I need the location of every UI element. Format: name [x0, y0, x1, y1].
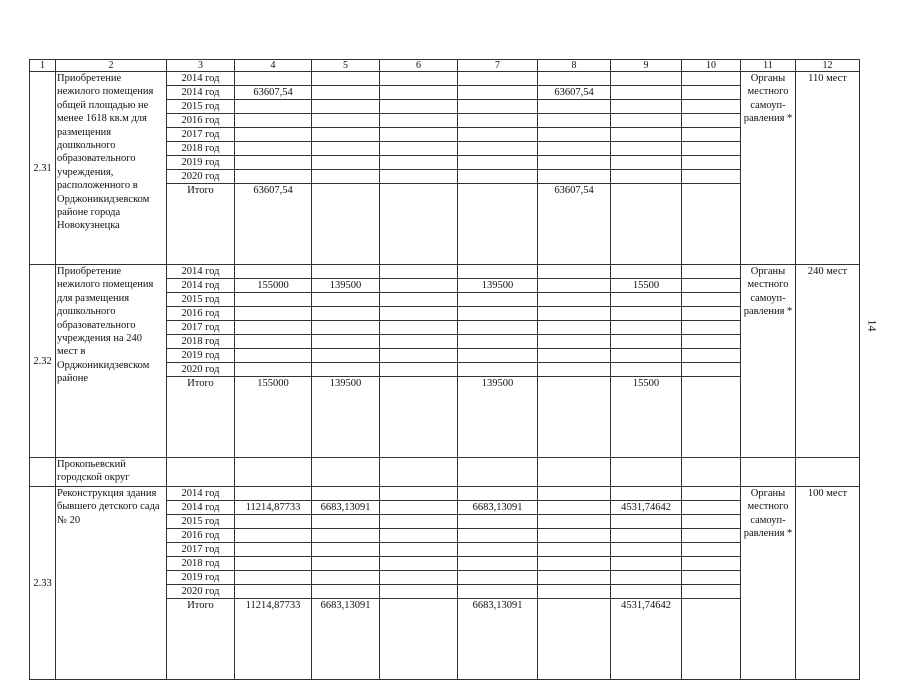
- value-cell: [611, 515, 682, 529]
- value-cell: [611, 349, 682, 363]
- year-cell: 2015 год: [167, 515, 235, 529]
- value-cell: [380, 501, 458, 515]
- value-cell: [458, 72, 538, 86]
- district-row: [30, 458, 860, 487]
- value-cell: [682, 142, 741, 156]
- value-cell: [458, 529, 538, 543]
- col-header: 3: [167, 60, 235, 72]
- value-cell: [312, 142, 380, 156]
- value-cell: [235, 321, 312, 335]
- value-cell: [682, 279, 741, 293]
- total-value: [682, 377, 741, 458]
- year-cell: 2014 год: [167, 487, 235, 501]
- value-cell: [538, 543, 611, 557]
- value-cell: [312, 156, 380, 170]
- empty-cell: [380, 458, 458, 487]
- year-cell: 2016 год: [167, 307, 235, 321]
- header-row: [30, 60, 860, 72]
- empty-cell: [235, 458, 312, 487]
- value-cell: [682, 293, 741, 307]
- value-cell: [682, 156, 741, 170]
- value-cell: [682, 501, 741, 515]
- value-cell: [312, 72, 380, 86]
- value-cell: [312, 571, 380, 585]
- value-cell: 139500: [458, 279, 538, 293]
- total-value: 6683,13091: [312, 599, 380, 680]
- value-cell: [235, 363, 312, 377]
- value-cell: [380, 321, 458, 335]
- empty-cell: [167, 458, 235, 487]
- total-value: [538, 377, 611, 458]
- year-row: [30, 265, 860, 279]
- value-cell: [458, 114, 538, 128]
- value-cell: [235, 72, 312, 86]
- year-cell: 2017 год: [167, 321, 235, 335]
- item-name: Приобретение нежилого помещения общей площадью не менее 1618 кв.м для размещения дошкольного образовательного учреждения, расположенного в Орджоникидзевском районе города Новокузнецка: [56, 72, 167, 265]
- year-cell: 2020 год: [167, 585, 235, 599]
- value-cell: [380, 72, 458, 86]
- value-cell: [458, 321, 538, 335]
- value-cell: [235, 170, 312, 184]
- value-cell: [682, 515, 741, 529]
- value-cell: [682, 170, 741, 184]
- capacity-cell: 100 мест: [796, 487, 860, 680]
- value-cell: [538, 585, 611, 599]
- value-cell: [682, 265, 741, 279]
- value-cell: [235, 487, 312, 501]
- year-row: [30, 487, 860, 501]
- total-label: Итого: [167, 184, 235, 265]
- value-cell: [380, 265, 458, 279]
- year-cell: 2014 год: [167, 72, 235, 86]
- value-cell: [458, 86, 538, 100]
- col-header: 10: [682, 60, 741, 72]
- value-cell: [458, 265, 538, 279]
- col-header: 1: [30, 60, 56, 72]
- value-cell: [538, 279, 611, 293]
- item-name: Приобретение нежилого помещения для размещения дошкольного образовательного учреждения на 240 мест в Орджоникидзевском районе: [56, 265, 167, 458]
- value-cell: [611, 557, 682, 571]
- value-cell: [458, 585, 538, 599]
- value-cell: [312, 321, 380, 335]
- page-number: 14: [865, 319, 880, 332]
- value-cell: [611, 571, 682, 585]
- value-cell: [611, 265, 682, 279]
- value-cell: [380, 142, 458, 156]
- value-cell: [538, 487, 611, 501]
- year-cell: 2018 год: [167, 142, 235, 156]
- total-value: [538, 599, 611, 680]
- value-cell: [312, 86, 380, 100]
- total-value: 139500: [458, 377, 538, 458]
- value-cell: [458, 571, 538, 585]
- value-cell: [380, 100, 458, 114]
- value-cell: [380, 86, 458, 100]
- program-table: [29, 59, 860, 680]
- total-value: 63607,54: [538, 184, 611, 265]
- value-cell: [312, 114, 380, 128]
- value-cell: [312, 557, 380, 571]
- empty-cell: [458, 458, 538, 487]
- col-header: 8: [538, 60, 611, 72]
- value-cell: [235, 293, 312, 307]
- value-cell: [538, 307, 611, 321]
- year-cell: 2015 год: [167, 100, 235, 114]
- value-cell: [458, 363, 538, 377]
- total-value: [682, 184, 741, 265]
- value-cell: 139500: [312, 279, 380, 293]
- total-label: Итого: [167, 377, 235, 458]
- value-cell: [380, 571, 458, 585]
- value-cell: [458, 543, 538, 557]
- value-cell: [538, 501, 611, 515]
- empty-cell: [741, 458, 796, 487]
- value-cell: [458, 557, 538, 571]
- year-cell: 2017 год: [167, 543, 235, 557]
- value-cell: [682, 487, 741, 501]
- value-cell: [380, 156, 458, 170]
- value-cell: [380, 557, 458, 571]
- value-cell: [611, 86, 682, 100]
- year-cell: 2019 год: [167, 571, 235, 585]
- value-cell: [312, 307, 380, 321]
- item-number: 2.32: [30, 265, 56, 458]
- value-cell: [458, 307, 538, 321]
- value-cell: [611, 487, 682, 501]
- value-cell: [538, 142, 611, 156]
- value-cell: [312, 100, 380, 114]
- value-cell: [380, 307, 458, 321]
- value-cell: [538, 321, 611, 335]
- responsible-org: Органы местного самоуп-равления *: [741, 72, 796, 265]
- value-cell: 15500: [611, 279, 682, 293]
- value-cell: [611, 363, 682, 377]
- value-cell: [682, 72, 741, 86]
- value-cell: [538, 100, 611, 114]
- value-cell: [458, 170, 538, 184]
- value-cell: [312, 585, 380, 599]
- value-cell: [312, 128, 380, 142]
- value-cell: [312, 487, 380, 501]
- value-cell: [538, 114, 611, 128]
- value-cell: [538, 335, 611, 349]
- value-cell: [611, 543, 682, 557]
- total-value: [682, 599, 741, 680]
- year-cell: 2020 год: [167, 363, 235, 377]
- col-header: 4: [235, 60, 312, 72]
- value-cell: [235, 335, 312, 349]
- value-cell: [682, 335, 741, 349]
- value-cell: [380, 128, 458, 142]
- value-cell: [682, 363, 741, 377]
- empty-cell: [611, 458, 682, 487]
- year-cell: 2017 год: [167, 128, 235, 142]
- value-cell: 155000: [235, 279, 312, 293]
- value-cell: [380, 279, 458, 293]
- value-cell: [380, 585, 458, 599]
- value-cell: 6683,13091: [312, 501, 380, 515]
- value-cell: [312, 265, 380, 279]
- value-cell: [682, 557, 741, 571]
- value-cell: [458, 156, 538, 170]
- value-cell: [682, 585, 741, 599]
- col-header: 2: [56, 60, 167, 72]
- col-header: 11: [741, 60, 796, 72]
- value-cell: [682, 321, 741, 335]
- value-cell: [235, 543, 312, 557]
- total-value: [611, 184, 682, 265]
- col-header: 6: [380, 60, 458, 72]
- value-cell: [611, 293, 682, 307]
- value-cell: [682, 86, 741, 100]
- value-cell: [235, 265, 312, 279]
- total-value: 155000: [235, 377, 312, 458]
- value-cell: [458, 335, 538, 349]
- value-cell: [235, 142, 312, 156]
- value-cell: [380, 114, 458, 128]
- value-cell: [682, 128, 741, 142]
- value-cell: [611, 128, 682, 142]
- year-cell: 2014 год: [167, 501, 235, 515]
- year-cell: 2018 год: [167, 335, 235, 349]
- value-cell: [611, 335, 682, 349]
- total-value: [380, 184, 458, 265]
- capacity-cell: 110 мест: [796, 72, 860, 265]
- value-cell: [235, 515, 312, 529]
- value-cell: [380, 515, 458, 529]
- value-cell: [235, 571, 312, 585]
- total-value: [380, 599, 458, 680]
- value-cell: 63607,54: [235, 86, 312, 100]
- value-cell: [380, 170, 458, 184]
- value-cell: [611, 321, 682, 335]
- year-cell: 2014 год: [167, 279, 235, 293]
- item-number: 2.33: [30, 487, 56, 680]
- empty-cell: [30, 458, 56, 487]
- value-cell: [380, 487, 458, 501]
- value-cell: [458, 293, 538, 307]
- value-cell: [380, 349, 458, 363]
- year-cell: 2015 год: [167, 293, 235, 307]
- value-cell: [538, 515, 611, 529]
- value-cell: [235, 114, 312, 128]
- value-cell: [538, 529, 611, 543]
- value-cell: [235, 529, 312, 543]
- value-cell: [538, 265, 611, 279]
- value-cell: [611, 156, 682, 170]
- year-cell: 2019 год: [167, 156, 235, 170]
- responsible-org: Органы местного самоуп-равления *: [741, 265, 796, 458]
- value-cell: [682, 100, 741, 114]
- empty-cell: [538, 458, 611, 487]
- value-cell: [312, 543, 380, 557]
- value-cell: [235, 156, 312, 170]
- value-cell: [682, 529, 741, 543]
- total-value: [458, 184, 538, 265]
- table-body: [30, 60, 860, 680]
- year-cell: 2014 год: [167, 86, 235, 100]
- year-cell: 2020 год: [167, 170, 235, 184]
- total-value: 11214,87733: [235, 599, 312, 680]
- value-cell: [312, 363, 380, 377]
- value-cell: [682, 543, 741, 557]
- responsible-org: Органы местного самоуп-равления *: [741, 487, 796, 680]
- value-cell: [611, 142, 682, 156]
- value-cell: 63607,54: [538, 86, 611, 100]
- value-cell: [611, 307, 682, 321]
- value-cell: [538, 128, 611, 142]
- empty-cell: [312, 458, 380, 487]
- value-cell: [380, 293, 458, 307]
- capacity-cell: 240 мест: [796, 265, 860, 458]
- value-cell: [538, 349, 611, 363]
- value-cell: [380, 335, 458, 349]
- value-cell: [380, 363, 458, 377]
- year-cell: 2019 год: [167, 349, 235, 363]
- year-cell: 2016 год: [167, 529, 235, 543]
- total-value: 4531,74642: [611, 599, 682, 680]
- value-cell: [538, 293, 611, 307]
- value-cell: [538, 571, 611, 585]
- total-value: 6683,13091: [458, 599, 538, 680]
- value-cell: [682, 307, 741, 321]
- empty-cell: [796, 458, 860, 487]
- value-cell: [538, 170, 611, 184]
- value-cell: [611, 170, 682, 184]
- year-cell: 2016 год: [167, 114, 235, 128]
- value-cell: 11214,87733: [235, 501, 312, 515]
- value-cell: [611, 114, 682, 128]
- value-cell: [312, 349, 380, 363]
- value-cell: [235, 307, 312, 321]
- value-cell: [380, 529, 458, 543]
- value-cell: [235, 557, 312, 571]
- value-cell: [458, 142, 538, 156]
- year-row: [30, 72, 860, 86]
- value-cell: [611, 100, 682, 114]
- col-header: 9: [611, 60, 682, 72]
- value-cell: [312, 293, 380, 307]
- value-cell: [235, 585, 312, 599]
- value-cell: [380, 543, 458, 557]
- value-cell: [312, 515, 380, 529]
- value-cell: [611, 529, 682, 543]
- value-cell: [682, 114, 741, 128]
- col-header: 5: [312, 60, 380, 72]
- total-value: 15500: [611, 377, 682, 458]
- value-cell: 6683,13091: [458, 501, 538, 515]
- value-cell: [458, 515, 538, 529]
- value-cell: [611, 72, 682, 86]
- value-cell: 4531,74642: [611, 501, 682, 515]
- district-name: Прокопьевский городской округ: [56, 458, 167, 487]
- value-cell: [682, 571, 741, 585]
- value-cell: [458, 100, 538, 114]
- total-label: Итого: [167, 599, 235, 680]
- value-cell: [682, 349, 741, 363]
- value-cell: [312, 335, 380, 349]
- value-cell: [538, 557, 611, 571]
- item-name: Реконструкция здания бывшего детского сада № 20: [56, 487, 167, 680]
- value-cell: [312, 170, 380, 184]
- empty-cell: [682, 458, 741, 487]
- value-cell: [458, 349, 538, 363]
- item-number: 2.31: [30, 72, 56, 265]
- value-cell: [458, 487, 538, 501]
- value-cell: [458, 128, 538, 142]
- value-cell: [235, 128, 312, 142]
- total-value: 139500: [312, 377, 380, 458]
- value-cell: [611, 585, 682, 599]
- value-cell: [312, 529, 380, 543]
- total-value: 63607,54: [235, 184, 312, 265]
- value-cell: [538, 363, 611, 377]
- value-cell: [235, 100, 312, 114]
- col-header: 7: [458, 60, 538, 72]
- year-cell: 2014 год: [167, 265, 235, 279]
- year-cell: 2018 год: [167, 557, 235, 571]
- value-cell: [538, 72, 611, 86]
- total-value: [312, 184, 380, 265]
- value-cell: [235, 349, 312, 363]
- value-cell: [538, 156, 611, 170]
- total-value: [380, 377, 458, 458]
- col-header: 12: [796, 60, 860, 72]
